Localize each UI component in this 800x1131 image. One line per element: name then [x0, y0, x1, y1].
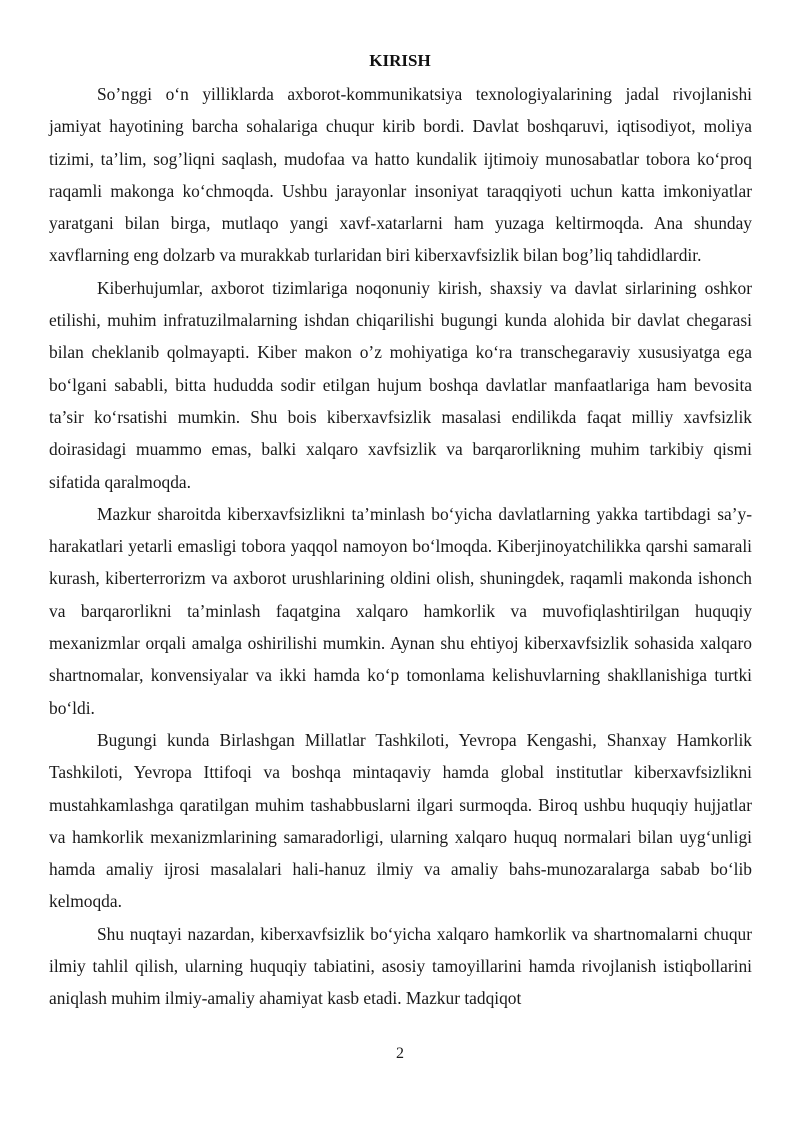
paragraph-4: Bugungi kunda Birlashgan Millatlar Tashkiloti, Yevropa Kengashi, Shanxay Hamkorlik Tashkiloti, Yevropa Ittifoqi va boshqa mintaqaviy hamda global institutlar kiberxavfsizlikni mustahkamlashga qaratilgan muhim tashabbuslarni ilgari surmoqda. Biroq ushbu huquqiy hujjatlar va hamkorlik mexanizmlarining samaradorligi, ularning xalqaro huquq normalari bilan uyg‘unligi hamda amaliy ijrosi masalalari hali-hanuz ilmiy va amaliy bahs-munozaralarga sabab bo‘lib kelmoqda.	[49, 729, 752, 912]
paragraph-1: So’nggi o‘n yilliklarda axborot-kommunikatsiya texnologiyalarining jadal rivojlanishi jamiyat hayotining barcha sohalariga chuqur kirib bordi. Davlat boshqaruvi, iqtisodiyot, moliya tizimi, ta’lim, sog’liqni saqlash, mudofaa va hatto kundalik ijtimoiy munosabatlar tobora ko‘proq raqamli makonga ko‘chmoqda. Ushbu jarayonlar insoniyat taraqqiyoti uchun katta imkoniyatlar yaratgani bilan birga, mutlaqo yangi xavf-xatarlarni ham yuzaga keltirmoqda. Ana shunday xavflarning eng dolzarb va murakkab turlaridan biri kiberxavfsizlik bilan bog’liq tahdidlardir.	[49, 84, 752, 266]
paragraph-2: Kiberhujumlar, axborot tizimlariga noqonuniy kirish, shaxsiy va davlat sirlarining oshkor etilishi, muhim infratuzilmalarning ishdan chiqarilishi bugungi kunda alohida bir davlat chegarasi bilan cheklanib qolmayapti. Kiber makon o’z mohiyatiga ko‘ra transchegaraviy xususiyatga ega bo‘lgani sababli, bitta hududda sodir etilgan hujum boshqa davlatlar manfaatlariga ham bevosita ta’sir ko‘rsatishi mumkin. Shu bois kiberxavfsizlik masalasi endilikda faqat milliy xavfsizlik doirasidagi muammo emas, balki xalqaro xavfsizlik va barqarorlikning muhim tarkibiy qismi sifatida qaralmoqda.	[49, 277, 752, 492]
page-number: 2	[396, 1045, 404, 1062]
section-title: KIRISH	[369, 51, 431, 70]
body-text	[49, 78, 752, 1015]
paragraph-5: Shu nuqtayi nazardan, kiberxavfsizlik bo‘yicha xalqaro hamkorlik va shartnomalarni chuqur ilmiy tahlil qilish, ularning huquqiy tabiatini, asosiy tamoyillarini hamda rivojlanish istiqbollarini aniqlash muhim ilmiy-amaliy ahamiyat kasb etadi. Mazkur tadqiqot	[49, 923, 752, 1009]
paragraph-3: Mazkur sharoitda kiberxavfsizlikni ta’minlash bo‘yicha davlatlarning yakka tartibdagi sa’y-harakatlari yetarli emasligi tobora yaqqol namoyon bo‘lmoqda. Kiberjinoyatchilikka qarshi samarali kurash, kiberterrorizm va axborot urushlarining oldini olish, shuningdek, raqamli makonda ishonch va barqarorlikni ta’minlash faqatgina xalqaro hamkorlik va muvofiqlashtirilgan huquqiy mexanizmlar orqali amalga oshirilishi mumkin. Aynan shu ehtiyoj kiberxavfsizlik sohasida xalqaro shartnomalar, konvensiyalar va ikki hamda ko‘p tomonlama kelishuvlarning shakllanishiga turtki bo‘ldi.	[49, 503, 752, 718]
